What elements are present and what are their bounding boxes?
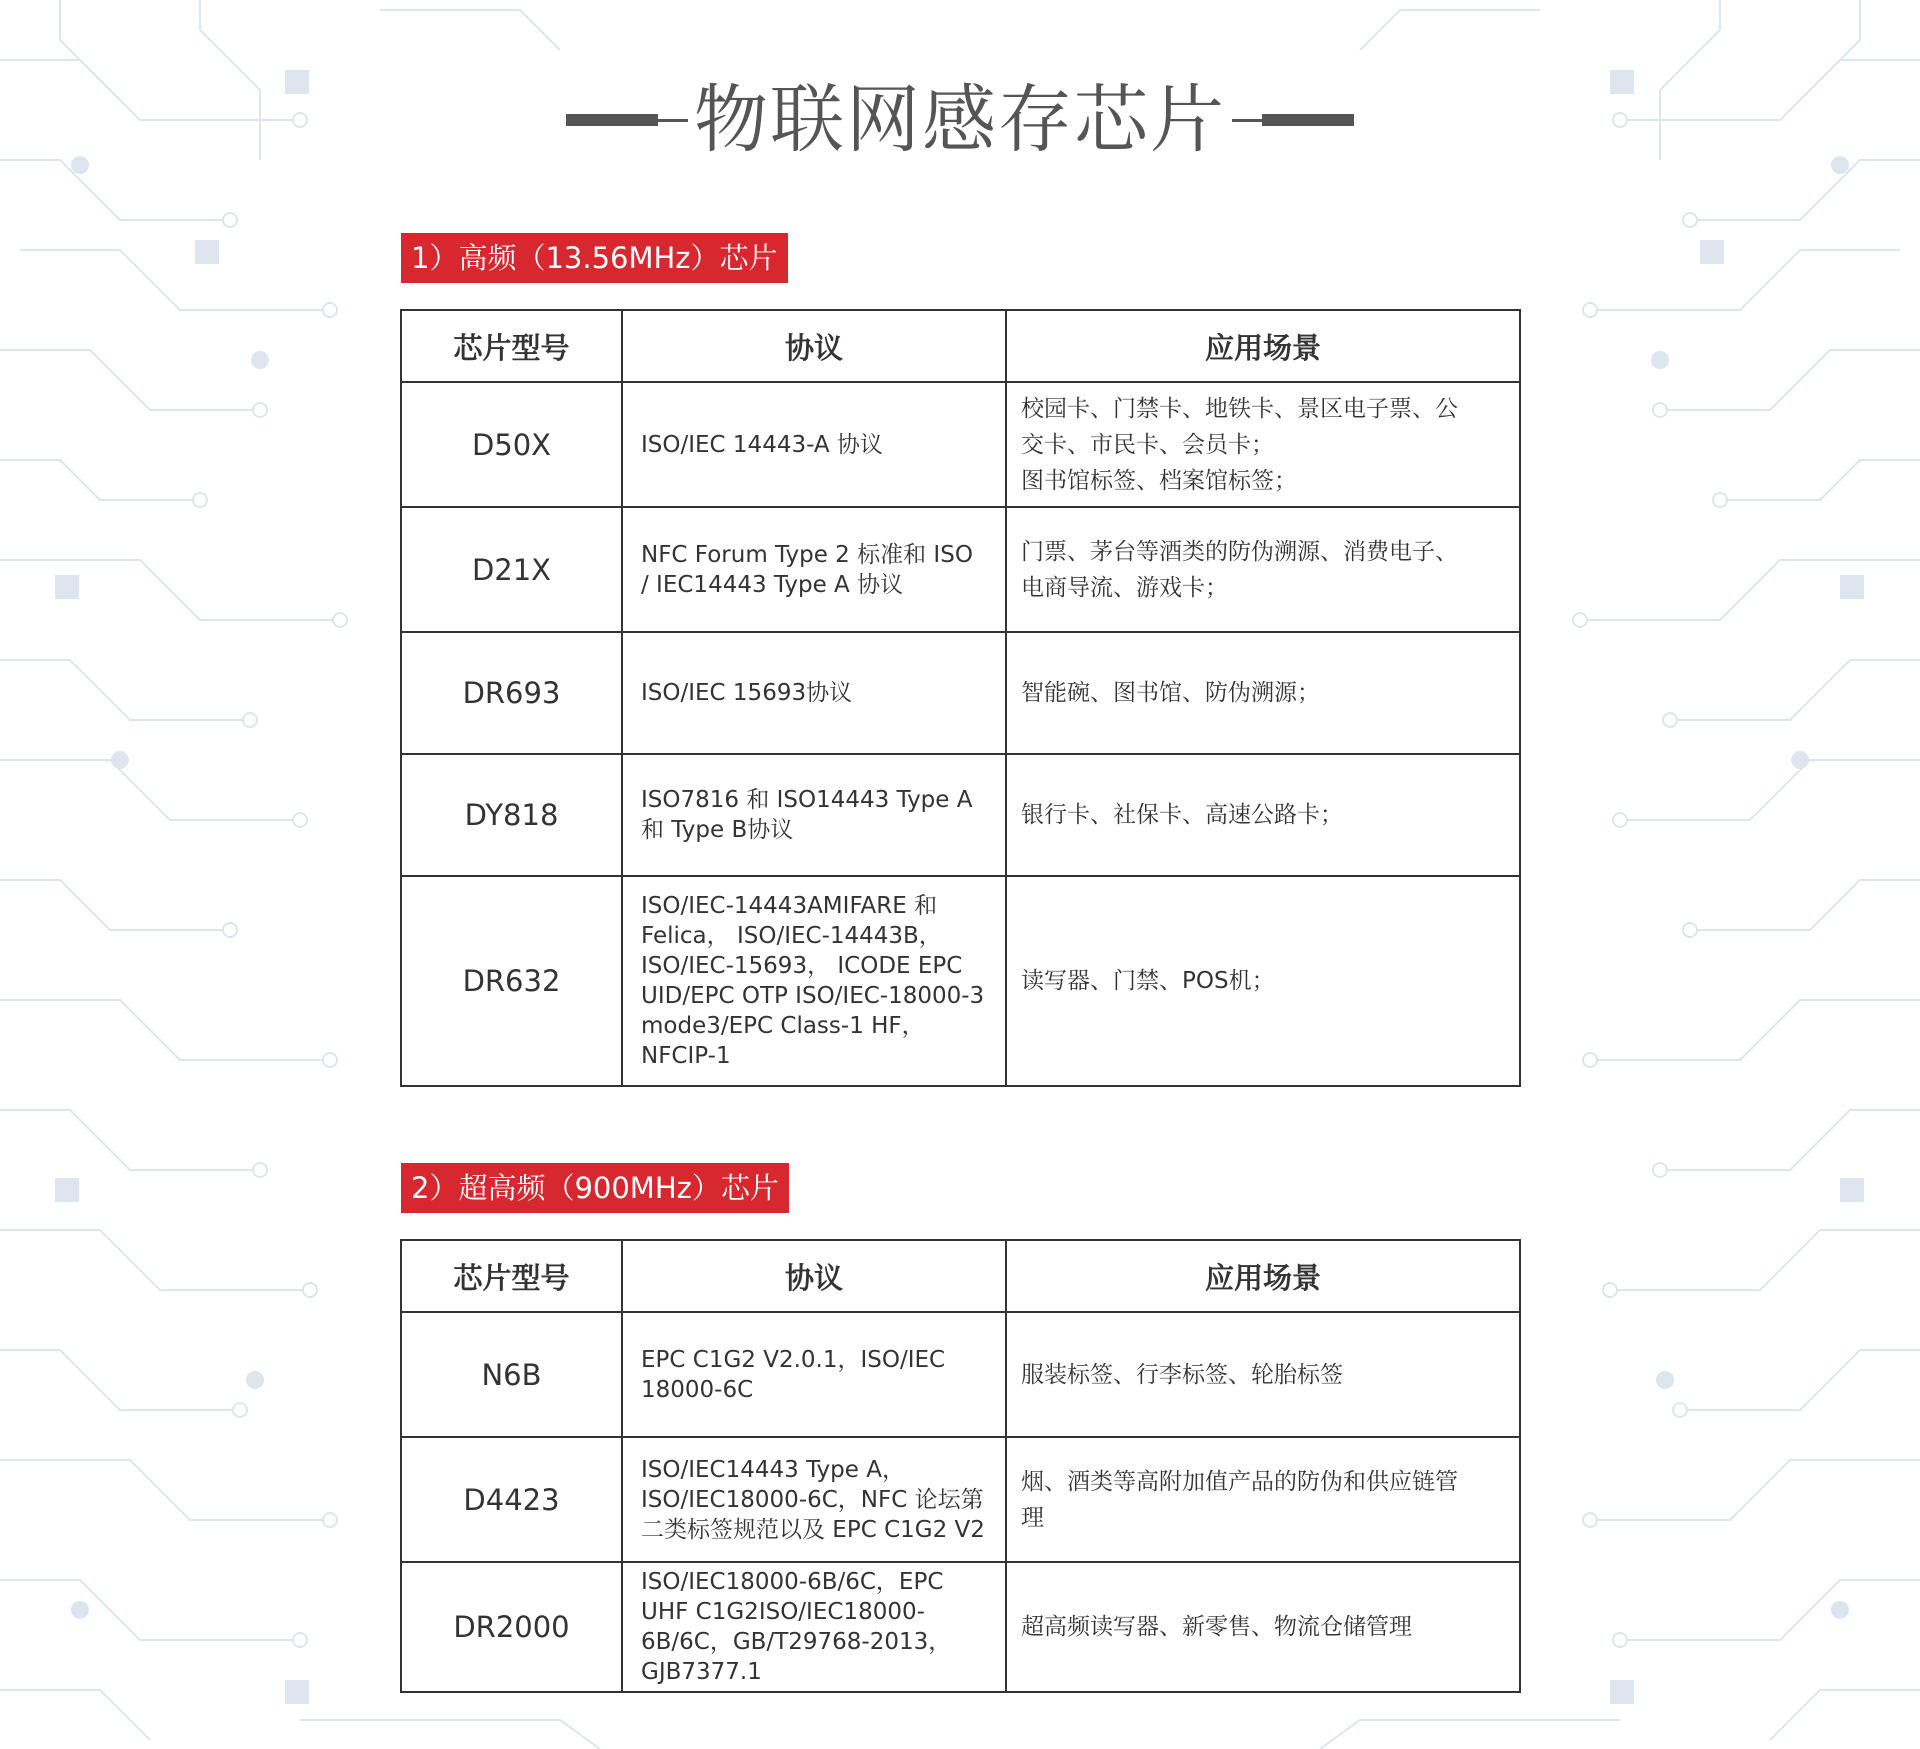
chip-scene — [1006, 382, 1520, 507]
table-row — [401, 876, 1520, 1086]
chip-model: D21X — [401, 507, 622, 632]
chip-model: DR693 — [401, 632, 622, 754]
chip-protocol: ISO/IEC 14443-A 协议 — [622, 382, 1006, 507]
chip-scene — [1006, 632, 1520, 754]
table-row — [401, 1437, 1520, 1562]
chip-scene — [1006, 1312, 1520, 1437]
section-label-hf: 1）高频（13.56MHz）芯片 — [401, 233, 788, 283]
chip-protocol: ISO/IEC18000-6B/6C，EPC UHF C1G2ISO/IEC18000-6B/6C，GB/T29768-2013，GJB7377.1 — [622, 1562, 1006, 1692]
scene-line: 门票、茅台等酒类的防伪溯源、消费电子、 — [1021, 538, 1458, 565]
table-row — [401, 632, 1520, 754]
chip-model: DY818 — [401, 754, 622, 876]
column-header-model: 芯片型号 — [401, 310, 622, 382]
chip-model: DR632 — [401, 876, 622, 1086]
scene-line: 烟、酒类等高附加值产品的防伪和供应链管 — [1021, 1468, 1458, 1495]
uhf-chip-table — [400, 1239, 1521, 1693]
hf-chip-table — [400, 309, 1521, 1087]
scene-line: 电商导流、游戏卡； — [1021, 574, 1228, 601]
column-header-scene: 应用场景 — [1006, 1240, 1520, 1312]
chip-scene — [1006, 507, 1520, 632]
section-label-uhf: 2）超高频（900MHz）芯片 — [401, 1163, 789, 1213]
scene-line: 校园卡、门禁卡、地铁卡、景区电子票、公 — [1021, 395, 1458, 422]
chip-model: D4423 — [401, 1437, 622, 1562]
column-header-protocol: 协议 — [622, 310, 1006, 382]
scene-line: 读写器、门禁、POS机； — [1021, 968, 1275, 994]
chip-scene — [1006, 1562, 1520, 1692]
column-header-protocol: 协议 — [622, 1240, 1006, 1312]
table-row — [401, 1312, 1520, 1437]
page-title: 物联网感存芯片 — [694, 77, 1226, 163]
chip-scene — [1006, 754, 1520, 876]
table-row — [401, 1562, 1520, 1692]
chip-protocol: ISO7816 和 ISO14443 Type A 和 Type B协议 — [622, 754, 1006, 876]
chip-model: N6B — [401, 1312, 622, 1437]
chip-protocol: NFC Forum Type 2 标准和 ISO / IEC14443 Type A 协议 — [622, 507, 1006, 632]
table-header-row — [401, 1240, 1520, 1312]
scene-line: 交卡、市民卡、会员卡； — [1021, 431, 1274, 458]
chip-protocol: ISO/IEC14443 Type A，ISO/IEC18000-6C，NFC 论坛第二类标签规范以及 EPC C1G2 V2 — [622, 1437, 1006, 1562]
chip-protocol: ISO/IEC 15693协议 — [622, 632, 1006, 754]
scene-line: 理 — [1021, 1504, 1044, 1531]
table-header-row — [401, 310, 1520, 382]
scene-line: 智能碗、图书馆、防伪溯源； — [1021, 680, 1320, 706]
column-header-scene: 应用场景 — [1006, 310, 1520, 382]
chip-model: D50X — [401, 382, 622, 507]
chip-model: DR2000 — [401, 1562, 622, 1692]
table-row — [401, 382, 1520, 507]
scene-line: 服装标签、行李标签、轮胎标签 — [1021, 1361, 1343, 1388]
chip-protocol: EPC C1G2 V2.0.1，ISO/IEC 18000-6C — [622, 1312, 1006, 1437]
page-title-bar — [0, 70, 1920, 170]
scene-line: 图书馆标签、档案馆标签； — [1021, 467, 1297, 494]
table-row — [401, 507, 1520, 632]
title-right-rule — [1232, 114, 1354, 126]
title-left-rule — [566, 114, 688, 126]
chip-protocol: ISO/IEC-14443AMIFARE 和 Felica， ISO/IEC-14443B， ISO/IEC-15693， ICODE EPC UID/EPC OTP ISO/IEC-18000-3 mode3/EPC Class-1 HF， NFCIP-1 — [622, 876, 1006, 1086]
scene-line: 超高频读写器、新零售、物流仓储管理 — [1021, 1614, 1412, 1640]
column-header-model: 芯片型号 — [401, 1240, 622, 1312]
scene-line: 银行卡、社保卡、高速公路卡； — [1021, 802, 1343, 828]
chip-scene — [1006, 876, 1520, 1086]
chip-scene — [1006, 1437, 1520, 1562]
table-row — [401, 754, 1520, 876]
